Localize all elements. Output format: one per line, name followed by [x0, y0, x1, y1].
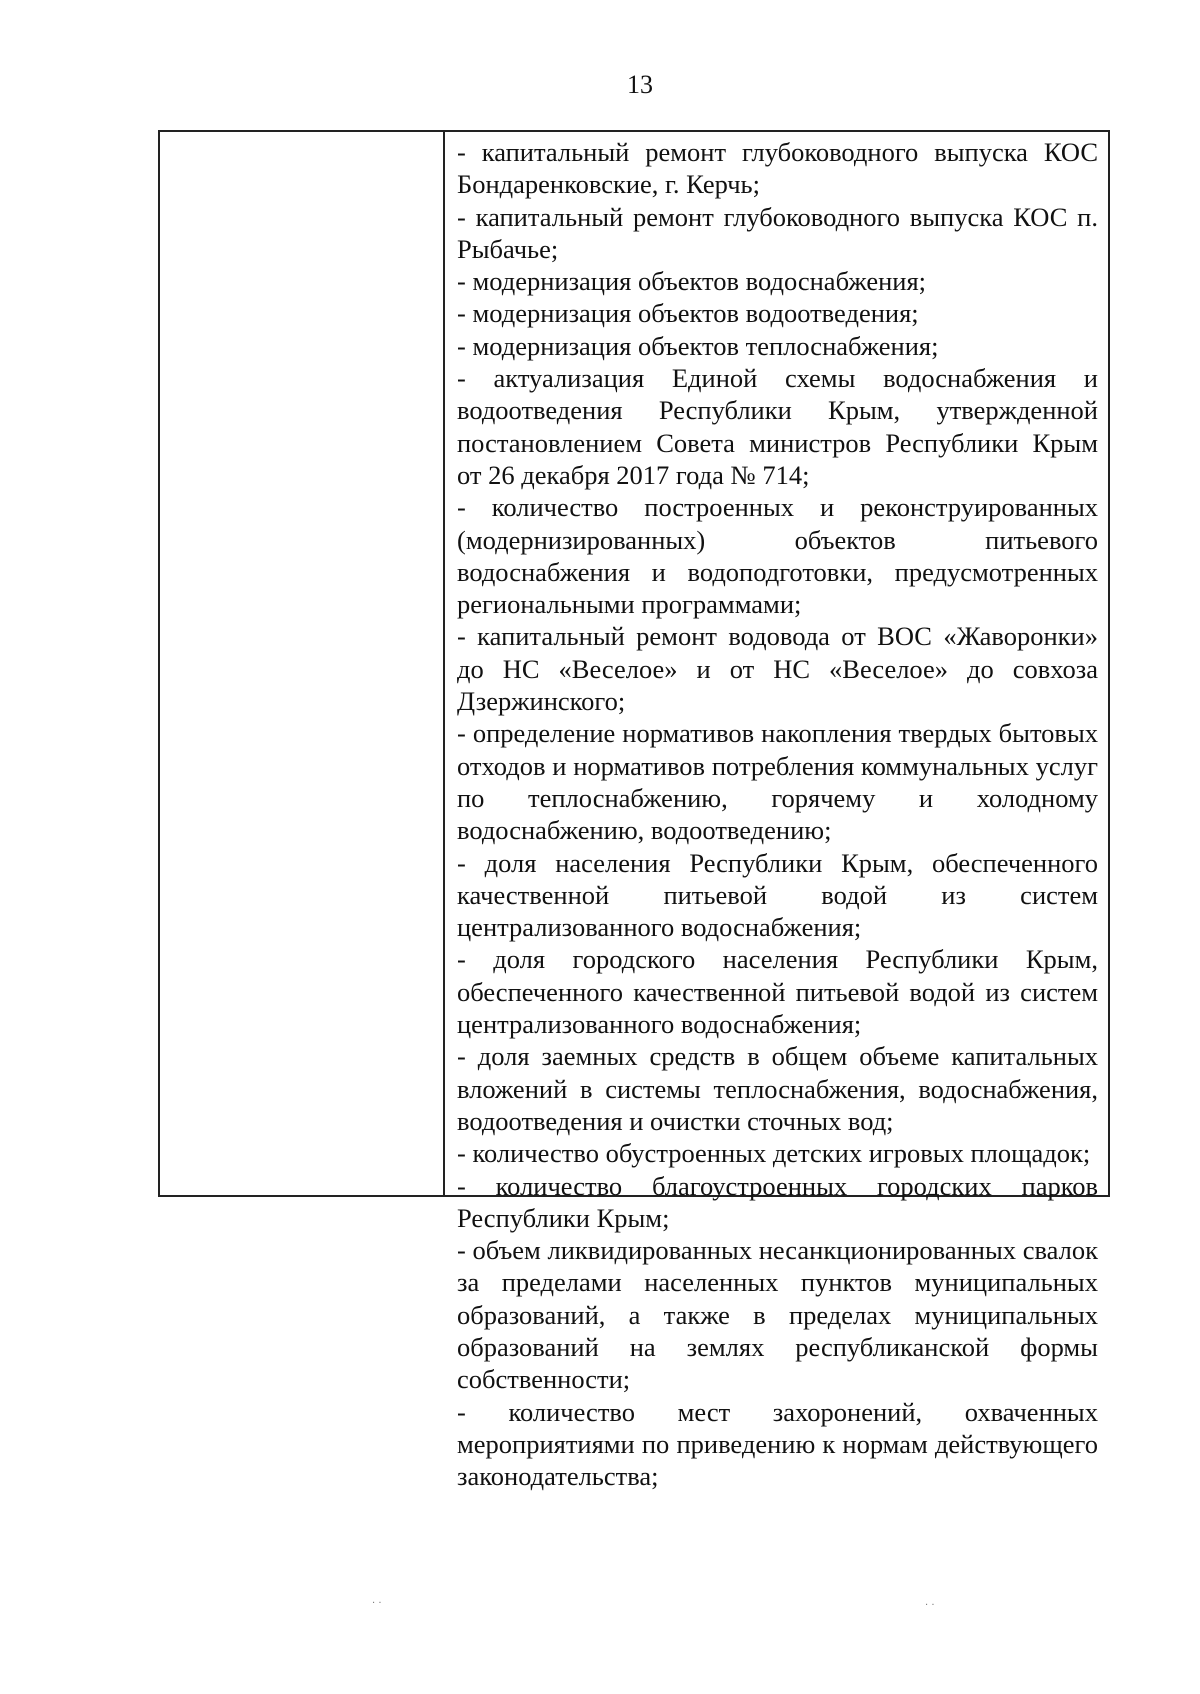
list-item: - определение нормативов накопления твердых бытовых отходов и нормативов потребления коммунальных услуг по теплоснабжению, горячему и холодному водоснабжению, водоотведению;: [457, 718, 1098, 846]
list-item: - модернизация объектов водоотведения;: [457, 298, 919, 329]
list-item: - объем ликвидированных несанкционированных свалок за пределами населенных пунктов муниципальных образований, а также в пределах муниципальных образований на землях республиканской формы собственности;: [457, 1235, 1098, 1395]
scan-speck: · ·: [372, 1598, 382, 1609]
list-item: - капитальный ремонт глубоководного выпуска КОС Бондаренковские, г. Керчь;: [457, 137, 1098, 200]
page-number: 13: [627, 70, 653, 99]
list-item: - доля населения Республики Крым, обеспеченного качественной питьевой водой из систем централизованного водоснабжения;: [457, 847, 1098, 943]
list-item: - модернизация объектов теплоснабжения;: [457, 330, 939, 361]
list-item: - модернизация объектов водоснабжения;: [457, 266, 927, 297]
list-item: - капитальный ремонт водовода от ВОС «Жаворонки» до НС «Веселое» и от НС «Веселое» до совхоза Дзержинского;: [457, 621, 1098, 717]
list-item: - капитальный ремонт глубоководного выпуска КОС п. Рыбачье;: [457, 201, 1098, 264]
list-item: - актуализация Единой схемы водоснабжения и водоотведения Республики Крым, утвержденной постановлением Совета министров Республики Крым от 26 декабря 2017 года № 714;: [457, 363, 1098, 490]
table-left-cell: [160, 132, 445, 1195]
document-table: [158, 130, 1110, 1492]
scan-speck: · ·: [925, 1600, 935, 1611]
table-right-cell: [445, 132, 1108, 1492]
list-item: - количество построенных и реконструированных (модернизированных) объектов питьевого водоснабжения и водоподготовки, предусмотренных региональными программами;: [457, 492, 1098, 620]
list-item: - количество обустроенных детских игровых площадок;: [457, 1138, 1091, 1169]
list-item: - доля городского населения Республики Крым, обеспеченного качественной питьевой водой из систем централизованного водоснабжения;: [457, 944, 1098, 1040]
list-item: - количество благоустроенных городских парков Республики Крым;: [457, 1170, 1098, 1233]
list-item: - доля заемных средств в общем объеме капитальных вложений в системы теплоснабжения, водоснабжения, водоотведения и очистки сточных вод;: [457, 1041, 1098, 1136]
list-item: - количество мест захоронений, охваченных мероприятиями по приведению к нормам действующего законодательства;: [457, 1396, 1098, 1492]
